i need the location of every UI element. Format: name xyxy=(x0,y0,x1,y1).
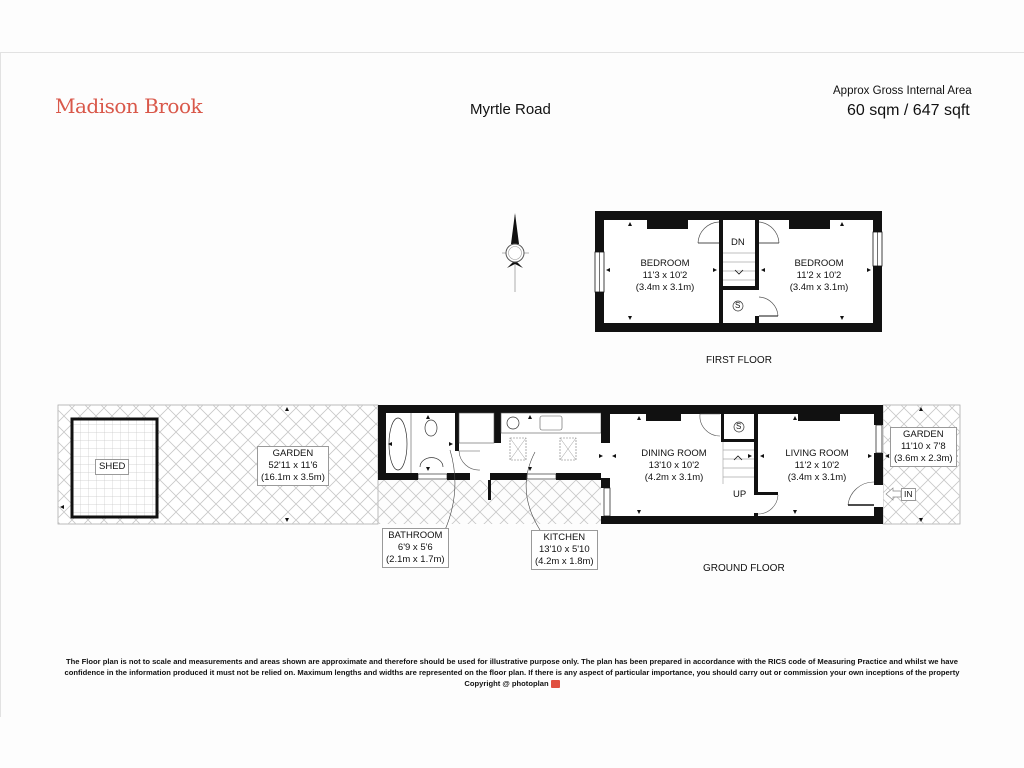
room-name: BEDROOM xyxy=(640,258,690,269)
disclaimer-line-2: confidence in the information produced it must not be relied on. Maximum lengths and widths are represented on the floor plan. If there is any aspect of particular importance, you should carry out or commission your own inceptions of the property xyxy=(64,668,960,677)
room-label-garden-front xyxy=(890,427,957,467)
first-floor-title: FIRST FLOOR xyxy=(706,355,772,366)
room-name: GARDEN xyxy=(902,429,944,440)
room-label-kitchen xyxy=(531,530,598,570)
storage-label-ground: S xyxy=(736,422,742,431)
room-size-metric: (3.4m x 3.1m) xyxy=(635,282,695,293)
room-name: BATHROOM xyxy=(388,530,443,541)
room-size-imperial: 52'11 x 11'6 xyxy=(268,460,318,471)
room-size-metric: (4.2m x 1.8m) xyxy=(535,556,594,567)
room-size-metric: (3.4m x 3.1m) xyxy=(789,282,849,293)
entrance-label: IN xyxy=(901,488,916,501)
copyright-text: Copyright @ photoplan xyxy=(464,679,549,688)
room-size-metric: (4.2m x 3.1m) xyxy=(644,472,704,483)
room-name: DINING ROOM xyxy=(641,448,707,459)
gross-area-value: 60 sqm / 647 sqft xyxy=(847,102,970,119)
stairs-up-label: UP xyxy=(733,489,747,500)
room-label-bedroom-1 xyxy=(630,258,700,294)
stairs-down-label: DN xyxy=(731,237,745,248)
room-name: GARDEN xyxy=(272,448,314,459)
disclaimer-line-1: The Floor plan is not to scale and measurements and areas shown are approximate and therefore should be used for illustrative purpose only. The plan has been prepared in accordance with the RICS code of Measuring Practice and whilst we have xyxy=(66,657,958,666)
room-label-shed xyxy=(95,459,129,475)
room-size-metric: (3.4m x 3.1m) xyxy=(787,472,847,483)
photoplan-logo-icon xyxy=(551,680,560,688)
room-size-metric: (2.1m x 1.7m) xyxy=(386,554,445,565)
room-size-metric: (16.1m x 3.5m) xyxy=(261,472,325,483)
room-size-metric: (3.6m x 2.3m) xyxy=(894,453,953,464)
room-size-imperial: 13'10 x 5'10 xyxy=(538,544,590,555)
room-size-imperial: 11'2 x 10'2 xyxy=(794,460,840,471)
room-name: LIVING ROOM xyxy=(785,448,849,459)
property-address: Myrtle Road xyxy=(470,101,551,118)
room-label-dining-room xyxy=(636,448,712,484)
storage-label: S xyxy=(735,301,741,310)
room-name: BEDROOM xyxy=(794,258,844,269)
room-size-imperial: 6'9 x 5'6 xyxy=(397,542,433,553)
compass-north-icon xyxy=(502,213,529,292)
room-size-imperial: 11'2 x 10'2 xyxy=(796,270,842,281)
room-size-imperial: 11'3 x 10'2 xyxy=(642,270,688,281)
room-label-bathroom xyxy=(382,528,449,568)
brand-logo: Madison Brook xyxy=(55,94,203,118)
room-label-garden-rear xyxy=(257,446,329,486)
copyright xyxy=(40,678,984,689)
room-size-imperial: 11'10 x 7'8 xyxy=(900,441,946,452)
room-label-bedroom-2 xyxy=(784,258,854,294)
ground-floor-title: GROUND FLOOR xyxy=(703,563,785,574)
room-name: KITCHEN xyxy=(543,532,586,543)
room-size-imperial: 13'10 x 10'2 xyxy=(648,460,700,471)
room-label-living-room xyxy=(780,448,854,484)
disclaimer xyxy=(40,656,984,689)
room-name: SHED xyxy=(99,461,126,472)
gross-area-label: Approx Gross Internal Area xyxy=(833,85,972,97)
